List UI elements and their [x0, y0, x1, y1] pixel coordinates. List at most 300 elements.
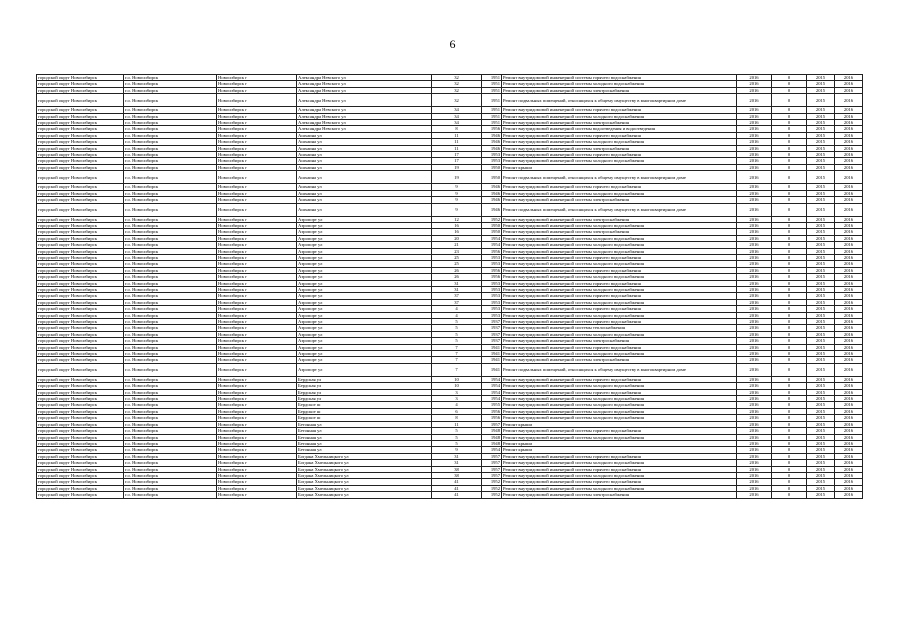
house-number-cell: 31 [432, 453, 482, 459]
period-end-cell: 2016 [835, 120, 863, 126]
value-cell: 0 [772, 485, 807, 491]
build-year-cell: 1946 [482, 132, 502, 138]
plan-year-cell: 2016 [737, 87, 772, 93]
period-start-cell: 2015 [807, 184, 835, 190]
street-cell: Аэропорт ул [297, 325, 432, 331]
period-start-cell: 2015 [807, 132, 835, 138]
city-cell: Новосибирск г [217, 376, 297, 382]
work-type-cell: Ремонт внутридомовой инженерной системы холодного водоснабжения [502, 139, 737, 145]
street-cell: Бетонная ул [297, 428, 432, 434]
period-start-cell: 2015 [807, 158, 835, 164]
value-cell: 0 [772, 184, 807, 190]
value-cell: 0 [772, 248, 807, 254]
plan-year-cell: 2016 [737, 338, 772, 344]
district-cell: г.о. Новосибирск [124, 440, 217, 446]
plan-year-cell: 2016 [737, 267, 772, 273]
street-cell: Аэропорт ул [297, 248, 432, 254]
city-cell: Новосибирск г [217, 492, 297, 498]
plan-year-cell: 2016 [737, 396, 772, 402]
plan-year-cell: 2016 [737, 428, 772, 434]
period-start-cell: 2015 [807, 312, 835, 318]
build-year-cell: 1950 [482, 222, 502, 228]
plan-year-cell: 2016 [737, 120, 772, 126]
house-number-cell: 3 [432, 396, 482, 402]
period-end-cell: 2016 [835, 389, 863, 395]
house-number-cell: 7 [432, 363, 482, 376]
period-end-cell: 2016 [835, 280, 863, 286]
house-number-cell: 4 [432, 312, 482, 318]
municipality-cell: городской округ Новосибирск [37, 447, 124, 453]
street-cell: Ашхаина ул [297, 145, 432, 151]
plan-year-cell: 2016 [737, 229, 772, 235]
period-start-cell: 2015 [807, 286, 835, 292]
street-cell: Бетонная ул [297, 447, 432, 453]
street-cell: Александра Невского ул [297, 75, 432, 81]
city-cell: Новосибирск г [217, 421, 297, 427]
city-cell: Новосибирск г [217, 248, 297, 254]
period-start-cell: 2015 [807, 376, 835, 382]
build-year-cell: 1937 [482, 331, 502, 337]
value-cell: 0 [772, 331, 807, 337]
work-type-cell: Ремонт подвальных помещений, относящихся к общему имуществу в многоквартирном доме [502, 171, 737, 184]
municipality-cell: городской округ Новосибирск [37, 164, 124, 170]
street-cell: Александра Невского ул [297, 87, 432, 93]
value-cell: 0 [772, 254, 807, 260]
street-cell: Аэропорт ул [297, 312, 432, 318]
street-cell: Ашхаина ул [297, 203, 432, 216]
value-cell: 0 [772, 389, 807, 395]
period-end-cell: 2016 [835, 434, 863, 440]
district-cell: г.о. Новосибирск [124, 184, 217, 190]
period-start-cell: 2015 [807, 408, 835, 414]
city-cell: Новосибирск г [217, 338, 297, 344]
municipality-cell: городской округ Новосибирск [37, 472, 124, 478]
value-cell: 0 [772, 319, 807, 325]
district-cell: г.о. Новосибирск [124, 113, 217, 119]
street-cell: Аэропорт ул [297, 299, 432, 305]
street-cell: Александра Невского ул [297, 120, 432, 126]
period-start-cell: 2015 [807, 152, 835, 158]
city-cell: Новосибирск г [217, 312, 297, 318]
plan-year-cell: 2016 [737, 126, 772, 132]
city-cell: Новосибирск г [217, 75, 297, 81]
build-year-cell: 1953 [482, 158, 502, 164]
street-cell: Бердская ул [297, 383, 432, 389]
municipality-cell: городской округ Новосибирск [37, 408, 124, 414]
street-cell: Богдана Хмельницкого ул [297, 485, 432, 491]
build-year-cell: 1955 [482, 402, 502, 408]
city-cell: Новосибирск г [217, 415, 297, 421]
period-end-cell: 2016 [835, 132, 863, 138]
plan-year-cell: 2016 [737, 132, 772, 138]
work-type-cell: Ремонт внутридомовой инженерной системы холодного водоснабжения [502, 383, 737, 389]
municipality-cell: городской округ Новосибирск [37, 485, 124, 491]
city-cell: Новосибирск г [217, 139, 297, 145]
value-cell: 0 [772, 306, 807, 312]
district-cell: г.о. Новосибирск [124, 447, 217, 453]
house-number-cell: 41 [432, 479, 482, 485]
build-year-cell: 1954 [482, 447, 502, 453]
house-number-cell: 31 [432, 460, 482, 466]
plan-year-cell: 2016 [737, 460, 772, 466]
period-end-cell: 2016 [835, 184, 863, 190]
period-start-cell: 2015 [807, 190, 835, 196]
build-year-cell: 1954 [482, 235, 502, 241]
city-cell: Новосибирск г [217, 94, 297, 107]
district-cell: г.о. Новосибирск [124, 319, 217, 325]
plan-year-cell: 2016 [737, 94, 772, 107]
build-year-cell: 1951 [482, 107, 502, 113]
district-cell: г.о. Новосибирск [124, 479, 217, 485]
municipality-cell: городской округ Новосибирск [37, 145, 124, 151]
city-cell: Новосибирск г [217, 235, 297, 241]
value-cell: 0 [772, 242, 807, 248]
period-start-cell: 2015 [807, 434, 835, 440]
period-end-cell: 2016 [835, 466, 863, 472]
period-end-cell: 2016 [835, 197, 863, 203]
period-start-cell: 2015 [807, 81, 835, 87]
municipality-cell: городской округ Новосибирск [37, 286, 124, 292]
plan-year-cell: 2016 [737, 357, 772, 363]
plan-year-cell: 2016 [737, 434, 772, 440]
work-type-cell: Ремонт внутридомовой инженерной системы горячего водоснабжения [502, 132, 737, 138]
municipality-cell: городской округ Новосибирск [37, 460, 124, 466]
table-row [37, 363, 863, 376]
work-type-cell: Ремонт внутридомовой инженерной системы горячего водоснабжения [502, 428, 737, 434]
build-year-cell: 1954 [482, 389, 502, 395]
work-type-cell: Ремонт внутридомовой инженерной системы электроснабжения [502, 357, 737, 363]
work-type-cell: Ремонт внутридомовой инженерной системы электроснабжения [502, 120, 737, 126]
district-cell: г.о. Новосибирск [124, 421, 217, 427]
period-start-cell: 2015 [807, 440, 835, 446]
work-type-cell: Ремонт внутридомовой инженерной системы горячего водоснабжения [502, 319, 737, 325]
city-cell: Новосибирск г [217, 363, 297, 376]
plan-year-cell: 2016 [737, 402, 772, 408]
table-row [37, 171, 863, 184]
district-cell: г.о. Новосибирск [124, 460, 217, 466]
street-cell: Бердская ул [297, 396, 432, 402]
period-end-cell: 2016 [835, 107, 863, 113]
work-type-cell: Ремонт внутридомовой инженерной системы холодного водоснабжения [502, 248, 737, 254]
table-body [37, 75, 863, 499]
period-start-cell: 2015 [807, 472, 835, 478]
street-cell: Аэропорт ул [297, 293, 432, 299]
plan-year-cell: 2016 [737, 376, 772, 382]
build-year-cell: 1946 [482, 184, 502, 190]
period-start-cell: 2015 [807, 254, 835, 260]
plan-year-cell: 2016 [737, 280, 772, 286]
street-cell: Аэропорт ул [297, 286, 432, 292]
street-cell: Александра Невского ул [297, 94, 432, 107]
city-cell: Новосибирск г [217, 261, 297, 267]
period-start-cell: 2015 [807, 75, 835, 81]
period-end-cell: 2016 [835, 383, 863, 389]
district-cell: г.о. Новосибирск [124, 120, 217, 126]
build-year-cell: 1954 [482, 376, 502, 382]
period-end-cell: 2016 [835, 479, 863, 485]
house-number-cell: 32 [432, 75, 482, 81]
build-year-cell: 1954 [482, 242, 502, 248]
build-year-cell: 1953 [482, 152, 502, 158]
plan-year-cell: 2016 [737, 107, 772, 113]
street-cell: Александра Невского ул [297, 107, 432, 113]
period-start-cell: 2015 [807, 235, 835, 241]
work-type-cell: Ремонт внутридомовой инженерной системы холодного водоснабжения [502, 485, 737, 491]
period-start-cell: 2015 [807, 113, 835, 119]
work-type-cell: Ремонт внутридомовой инженерной системы горячего водоснабжения [502, 184, 737, 190]
work-type-cell: Ремонт подвальных помещений, относящихся к общему имуществу в многоквартирном доме [502, 203, 737, 216]
district-cell: г.о. Новосибирск [124, 389, 217, 395]
house-number-cell: 38 [432, 472, 482, 478]
period-end-cell: 2016 [835, 254, 863, 260]
house-number-cell: 5 [432, 440, 482, 446]
house-number-cell: 4 [432, 402, 482, 408]
municipality-cell: городской округ Новосибирск [37, 312, 124, 318]
period-start-cell: 2015 [807, 274, 835, 280]
city-cell: Новосибирск г [217, 120, 297, 126]
municipality-cell: городской округ Новосибирск [37, 293, 124, 299]
municipality-cell: городской округ Новосибирск [37, 344, 124, 350]
district-cell: г.о. Новосибирск [124, 152, 217, 158]
work-type-cell: Ремонт внутридомовой инженерной системы холодного водоснабжения [502, 242, 737, 248]
build-year-cell: 1941 [482, 357, 502, 363]
plan-year-cell: 2016 [737, 408, 772, 414]
street-cell: Бердское ш [297, 402, 432, 408]
municipality-cell: городской округ Новосибирск [37, 383, 124, 389]
city-cell: Новосибирск г [217, 383, 297, 389]
plan-year-cell: 2016 [737, 331, 772, 337]
value-cell: 0 [772, 492, 807, 498]
district-cell: г.о. Новосибирск [124, 363, 217, 376]
period-end-cell: 2016 [835, 235, 863, 241]
period-start-cell: 2015 [807, 87, 835, 93]
period-end-cell: 2016 [835, 222, 863, 228]
period-end-cell: 2016 [835, 408, 863, 414]
work-type-cell: Ремонт внутридомовой инженерной системы холодного водоснабжения [502, 415, 737, 421]
city-cell: Новосибирск г [217, 280, 297, 286]
district-cell: г.о. Новосибирск [124, 242, 217, 248]
period-end-cell: 2016 [835, 376, 863, 382]
period-end-cell: 2016 [835, 248, 863, 254]
build-year-cell: 1952 [482, 492, 502, 498]
value-cell: 0 [772, 428, 807, 434]
value-cell: 0 [772, 338, 807, 344]
district-cell: г.о. Новосибирск [124, 338, 217, 344]
district-cell: г.о. Новосибирск [124, 466, 217, 472]
street-cell: Александра Невского ул [297, 81, 432, 87]
street-cell: Бетонная ул [297, 421, 432, 427]
work-type-cell: Ремонт крыши [502, 164, 737, 170]
period-end-cell: 2016 [835, 139, 863, 145]
house-number-cell: 38 [432, 466, 482, 472]
street-cell: Ашхаина ул [297, 184, 432, 190]
build-year-cell: 1956 [482, 415, 502, 421]
period-start-cell: 2015 [807, 396, 835, 402]
city-cell: Новосибирск г [217, 242, 297, 248]
value-cell: 0 [772, 351, 807, 357]
house-number-cell: 34 [432, 107, 482, 113]
house-number-cell: 11 [432, 145, 482, 151]
street-cell: Аэропорт ул [297, 235, 432, 241]
street-cell: Аэропорт ул [297, 229, 432, 235]
period-start-cell: 2015 [807, 492, 835, 498]
city-cell: Новосибирск г [217, 164, 297, 170]
house-number-cell: 9 [432, 184, 482, 190]
district-cell: г.о. Новосибирск [124, 351, 217, 357]
plan-year-cell: 2016 [737, 299, 772, 305]
period-start-cell: 2015 [807, 299, 835, 305]
city-cell: Новосибирск г [217, 440, 297, 446]
municipality-cell: городской округ Новосибирск [37, 216, 124, 222]
city-cell: Новосибирск г [217, 203, 297, 216]
district-cell: г.о. Новосибирск [124, 235, 217, 241]
period-end-cell: 2016 [835, 274, 863, 280]
municipality-cell: городской округ Новосибирск [37, 421, 124, 427]
value-cell: 0 [772, 222, 807, 228]
municipality-cell: городской округ Новосибирск [37, 389, 124, 395]
period-start-cell: 2015 [807, 107, 835, 113]
period-start-cell: 2015 [807, 139, 835, 145]
house-number-cell: 17 [432, 152, 482, 158]
district-cell: г.о. Новосибирск [124, 274, 217, 280]
district-cell: г.о. Новосибирск [124, 299, 217, 305]
plan-year-cell: 2016 [737, 421, 772, 427]
district-cell: г.о. Новосибирск [124, 139, 217, 145]
municipality-cell: городской округ Новосибирск [37, 113, 124, 119]
district-cell: г.о. Новосибирск [124, 126, 217, 132]
period-start-cell: 2015 [807, 421, 835, 427]
street-cell: Аэропорт ул [297, 306, 432, 312]
street-cell: Аэропорт ул [297, 216, 432, 222]
period-end-cell: 2016 [835, 152, 863, 158]
municipality-cell: городской округ Новосибирск [37, 357, 124, 363]
work-type-cell: Ремонт внутридомовой инженерной системы холодного водоснабжения [502, 402, 737, 408]
work-type-cell: Ремонт внутридомовой инженерной системы электроснабжения [502, 338, 737, 344]
city-cell: Новосибирск г [217, 113, 297, 119]
plan-year-cell: 2016 [737, 197, 772, 203]
period-end-cell: 2016 [835, 113, 863, 119]
period-start-cell: 2015 [807, 197, 835, 203]
period-end-cell: 2016 [835, 402, 863, 408]
house-number-cell: 10 [432, 383, 482, 389]
value-cell: 0 [772, 81, 807, 87]
street-cell: Бердская ул [297, 389, 432, 395]
house-number-cell: 19 [432, 171, 482, 184]
plan-year-cell: 2016 [737, 81, 772, 87]
value-cell: 0 [772, 267, 807, 273]
district-cell: г.о. Новосибирск [124, 261, 217, 267]
build-year-cell: 1946 [482, 145, 502, 151]
district-cell: г.о. Новосибирск [124, 344, 217, 350]
municipality-cell: городской округ Новосибирск [37, 229, 124, 235]
value-cell: 0 [772, 396, 807, 402]
municipality-cell: городской округ Новосибирск [37, 280, 124, 286]
municipality-cell: городской округ Новосибирск [37, 107, 124, 113]
work-type-cell: Ремонт подвальных помещений, относящихся к общему имуществу в многоквартирном доме [502, 363, 737, 376]
city-cell: Новосибирск г [217, 357, 297, 363]
municipality-cell: городской округ Новосибирск [37, 466, 124, 472]
build-year-cell: 1953 [482, 293, 502, 299]
work-type-cell: Ремонт внутридомовой инженерной системы холодного водоснабжения [502, 113, 737, 119]
plan-year-cell: 2016 [737, 203, 772, 216]
street-cell: Ашхаина ул [297, 139, 432, 145]
period-start-cell: 2015 [807, 126, 835, 132]
municipality-cell: городской округ Новосибирск [37, 248, 124, 254]
house-number-cell: 26 [432, 267, 482, 273]
municipality-cell: городской округ Новосибирск [37, 319, 124, 325]
house-number-cell: 19 [432, 164, 482, 170]
build-year-cell: 1957 [482, 466, 502, 472]
value-cell: 0 [772, 376, 807, 382]
city-cell: Новосибирск г [217, 107, 297, 113]
build-year-cell: 1956 [482, 408, 502, 414]
period-end-cell: 2016 [835, 299, 863, 305]
build-year-cell: 1946 [482, 197, 502, 203]
period-end-cell: 2016 [835, 319, 863, 325]
district-cell: г.о. Новосибирск [124, 306, 217, 312]
work-type-cell: Ремонт внутридомовой инженерной системы горячего водоснабжения [502, 293, 737, 299]
municipality-cell: городской округ Новосибирск [37, 325, 124, 331]
period-end-cell: 2016 [835, 242, 863, 248]
period-end-cell: 2016 [835, 306, 863, 312]
value-cell: 0 [772, 261, 807, 267]
house-number-cell: 16 [432, 222, 482, 228]
period-end-cell: 2016 [835, 421, 863, 427]
city-cell: Новосибирск г [217, 331, 297, 337]
work-type-cell: Ремонт внутридомовой инженерной системы холодного водоснабжения [502, 351, 737, 357]
plan-year-cell: 2016 [737, 351, 772, 357]
work-type-cell: Ремонт внутридомовой инженерной системы горячего водоснабжения [502, 280, 737, 286]
street-cell: Богдана Хмельницкого ул [297, 466, 432, 472]
city-cell: Новосибирск г [217, 152, 297, 158]
work-type-cell: Ремонт крыши [502, 421, 737, 427]
period-start-cell: 2015 [807, 203, 835, 216]
period-start-cell: 2015 [807, 383, 835, 389]
build-year-cell: 1957 [482, 453, 502, 459]
period-start-cell: 2015 [807, 222, 835, 228]
municipality-cell: городской округ Новосибирск [37, 190, 124, 196]
street-cell: Ашхаина ул [297, 190, 432, 196]
value-cell: 0 [772, 402, 807, 408]
period-end-cell: 2016 [835, 145, 863, 151]
district-cell: г.о. Новосибирск [124, 222, 217, 228]
plan-year-cell: 2016 [737, 472, 772, 478]
value-cell: 0 [772, 216, 807, 222]
build-year-cell: 1956 [482, 248, 502, 254]
period-end-cell: 2016 [835, 485, 863, 491]
period-end-cell: 2016 [835, 286, 863, 292]
district-cell: г.о. Новосибирск [124, 75, 217, 81]
city-cell: Новосибирск г [217, 132, 297, 138]
build-year-cell: 1941 [482, 363, 502, 376]
municipality-cell: городской округ Новосибирск [37, 396, 124, 402]
house-number-cell: 5 [432, 319, 482, 325]
district-cell: г.о. Новосибирск [124, 396, 217, 402]
period-start-cell: 2015 [807, 261, 835, 267]
build-year-cell: 1952 [482, 216, 502, 222]
period-start-cell: 2015 [807, 94, 835, 107]
house-number-cell: 5 [432, 428, 482, 434]
city-cell: Новосибирск г [217, 466, 297, 472]
work-type-cell: Ремонт внутридомовой инженерной системы холодного водоснабжения [502, 81, 737, 87]
city-cell: Новосибирск г [217, 344, 297, 350]
work-type-cell: Ремонт внутридомовой инженерной системы горячего водоснабжения [502, 306, 737, 312]
municipality-cell: городской округ Новосибирск [37, 203, 124, 216]
value-cell: 0 [772, 460, 807, 466]
district-cell: г.о. Новосибирск [124, 472, 217, 478]
work-type-cell: Ремонт внутридомовой инженерной системы холодного водоснабжения [502, 408, 737, 414]
municipality-cell: городской округ Новосибирск [37, 242, 124, 248]
